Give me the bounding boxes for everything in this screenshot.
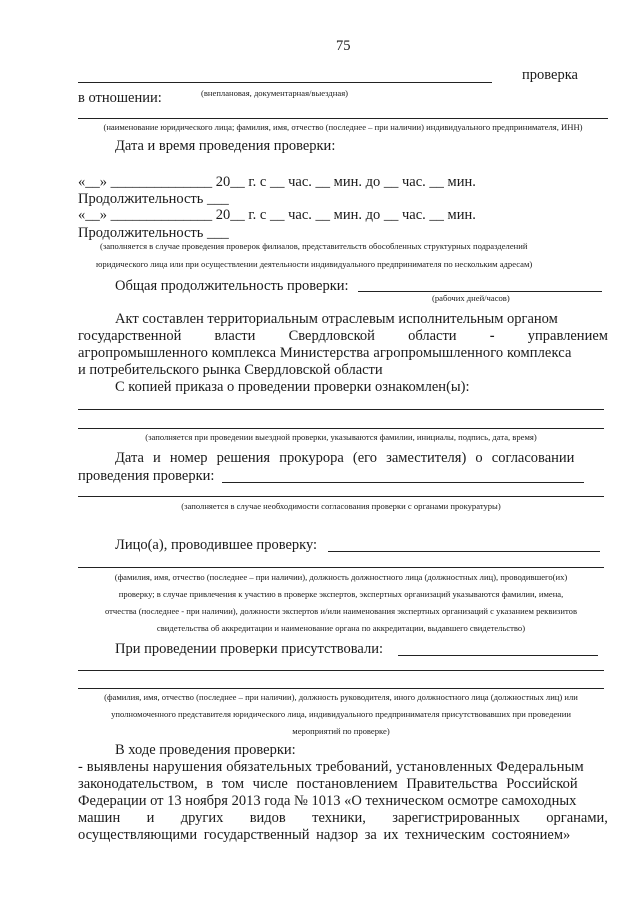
entity-line xyxy=(78,118,608,119)
datetime-note-line-2: юридического лица или при осуществлении деятельности индивидуального предпринимателя по нескольким адресам) xyxy=(96,259,533,269)
inspector-caption-3: отчества (последнее - при наличии), должности экспертов и/или наименования экспертных организаций с указанием реквизитов xyxy=(104,606,578,616)
copy-order-caption: (заполняется при проведении выездной проверки, указываются фамилии, инициалы, подпись, дата, время) xyxy=(145,432,537,442)
prosecutor-line-1 xyxy=(115,450,608,467)
duration-1: Продолжительность ___ xyxy=(78,191,229,207)
inspector-fill-line xyxy=(328,551,600,552)
present-caption-3: мероприятий по проверке) xyxy=(292,726,390,736)
total-duration-caption: (рабочих дней/часов) xyxy=(432,293,510,303)
datetime-heading: Дата и время проведения проверки: xyxy=(115,138,336,154)
findings-line-3: Федерации от 13 ноября 2013 года № 1013 «О техническом осмотре самоходных xyxy=(78,793,577,809)
findings-word: техники, xyxy=(312,810,366,826)
proverka-label: проверка xyxy=(522,67,578,83)
findings-word: машин xyxy=(78,810,121,826)
present-caption-1: (фамилия, имя, отчество (последнее – при наличии), должность руководителя, иного должностного лица (должностных лиц) или xyxy=(104,692,578,702)
findings-word: других xyxy=(180,810,224,826)
findings-line-4 xyxy=(78,810,608,827)
prosecutor-text: Дата и номер решения прокурора (его заместителя) о согласовании xyxy=(115,450,575,466)
findings-word: органами, xyxy=(546,810,608,826)
inspector-line-2 xyxy=(78,567,604,568)
duration-2: Продолжительность ___ xyxy=(78,225,229,241)
page-number: 75 xyxy=(336,38,351,54)
total-duration-label: Общая продолжительность проверки: xyxy=(115,278,349,294)
act-line-1: Акт составлен территориальным отраслевым исполнительным органом xyxy=(115,311,558,327)
findings-line-2: законодательством, в том числе постановлением Правительства Российской xyxy=(78,776,578,792)
act-line-3: агропромышленного комплекса Министерства агропромышленного комплекса xyxy=(78,345,572,361)
datetime-row-2: «__» ______________ 20__ г. с __ час. __ мин. до __ час. __ мин. xyxy=(78,207,476,223)
act-line-2 xyxy=(78,328,608,345)
datetime-row-1: «__» ______________ 20__ г. с __ час. __ мин. до __ час. __ мин. xyxy=(78,174,476,190)
findings-word: и xyxy=(146,810,155,826)
copy-order-line-1 xyxy=(78,409,604,410)
prosecutor-caption: (заполняется в случае необходимости согласования проверки с органами прокуратуры) xyxy=(181,501,501,511)
v-otnoshenii-label: в отношении: xyxy=(78,90,162,106)
inspector-caption-2: проверку; в случае привлечения к участию в проверке экспертов, экспертных организаций указываются фамилии, имена, xyxy=(118,589,564,599)
findings-word: зарегистрированных xyxy=(392,810,520,826)
present-caption-2: уполномоченного представителя юридического лица, индивидуального предпринимателя присутствовавших при проведении xyxy=(111,709,571,719)
act-line-4: и потребительского рынка Свердловской области xyxy=(78,362,383,378)
act-word: области xyxy=(408,328,457,344)
act-word: власти xyxy=(214,328,256,344)
findings-word: видов xyxy=(249,810,286,826)
inspection-type-line xyxy=(78,82,492,83)
inspector-label: Лицо(а), проводившее проверку: xyxy=(115,537,318,553)
findings-line-5: осуществляющими государственный надзор за их техническим состоянием» xyxy=(78,827,571,843)
act-word: Свердловской xyxy=(288,328,375,344)
act-word: управлением xyxy=(527,328,608,344)
findings-line-1: - выявлены нарушения обязательных требований, установленных Федеральным xyxy=(78,759,584,775)
inspection-type-caption: (внеплановая, документарная/выездная) xyxy=(201,88,349,98)
present-line-2 xyxy=(78,670,604,671)
copy-order-label: С копией приказа о проведении проверки ознакомлен(ы): xyxy=(115,379,470,395)
total-duration-line xyxy=(358,291,602,292)
findings-heading: В ходе проведения проверки: xyxy=(115,742,296,758)
prosecutor-line-2: проведения проверки: xyxy=(78,468,215,484)
inspector-caption-1: (фамилия, имя, отчество (последнее – при наличии), должность должностного лица (должностных лиц), проводившего(их) xyxy=(114,572,568,582)
prosecutor-line-3 xyxy=(78,496,604,497)
act-word: государственной xyxy=(78,328,182,344)
act-word: - xyxy=(489,328,495,344)
entity-caption: (наименование юридического лица; фамилия, имя, отчество (последнее – при наличии) индивидуального предпринимателя, ИНН) xyxy=(103,122,583,132)
present-label: При проведении проверки присутствовали: xyxy=(115,641,384,657)
copy-order-line-2 xyxy=(78,428,604,429)
datetime-note-line-1: (заполняется в случае проведения проверок филиалов, представительств обособленных структурных подразделений xyxy=(100,241,528,251)
present-fill-line xyxy=(398,655,598,656)
prosecutor-fill-line xyxy=(222,482,584,483)
inspector-caption-4: свидетельства об аккредитации и наименование органа по аккредитации, выдавшего свидетельство) xyxy=(156,623,526,633)
present-line-3 xyxy=(78,688,604,689)
